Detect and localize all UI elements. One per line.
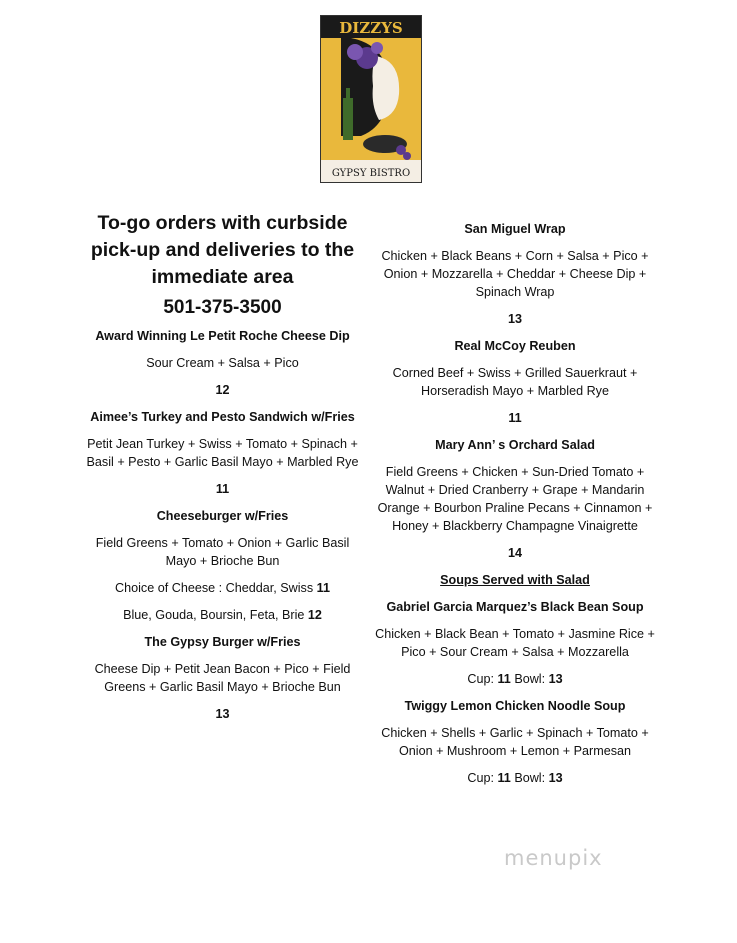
option-price: 11	[316, 581, 330, 595]
item-price: 12	[215, 383, 230, 397]
item-description: Field Greens + Chicken + Sun-Dried Tomato + Walnut + Dried Cranberry + Grape + Mandarin Orange + Bourbon Praline Pecans + Cinnamon + Honey + Blackberry Champagne Vinaigrette	[377, 465, 653, 533]
bowl-price: 13	[548, 771, 563, 785]
item-price: 11	[215, 482, 230, 496]
logo-illustration	[321, 16, 421, 182]
bowl-label: Bowl:	[514, 771, 546, 785]
item-title: Award Winning Le Petit Roche Cheese Dip	[95, 329, 350, 343]
soup-description: Chicken + Shells + Garlic + Spinach + Tomato + Onion + Mushroom + Lemon + Parmesan	[381, 726, 649, 758]
cup-price: 11	[497, 672, 511, 686]
restaurant-logo	[320, 15, 422, 183]
item-title: Cheeseburger w/Fries	[156, 509, 289, 523]
item-title: Aimee’s Turkey and Pesto Sandwich w/Fries	[90, 410, 355, 424]
soup-prices	[372, 670, 658, 688]
item-description: Cheese Dip + Petit Jean Bacon + Pico + Field Greens + Garlic Basil Mayo + Brioche Bun	[94, 662, 351, 694]
soups-heading: Soups Served with Salad	[440, 573, 590, 587]
item-description: Chicken + Black Beans + Corn + Salsa + Pico + Onion + Mozzarella + Cheddar + Cheese Dip + Spinach Wrap	[381, 249, 649, 299]
headline: To-go orders with curbside pick-up and deliveries to the immediate area	[90, 212, 355, 288]
soup-description: Chicken + Black Bean + Tomato + Jasmine Rice + Pico + Sour Cream + Salsa + Mozzarella	[375, 627, 655, 659]
logo-top-text: DIZZYS	[339, 19, 403, 37]
cup-price: 11	[497, 771, 511, 785]
item-price: 13	[507, 312, 522, 326]
cheese-option-premium	[85, 606, 360, 624]
right-column	[372, 220, 658, 796]
item-description: Corned Beef + Swiss + Grilled Sauerkraut + Horseradish Mayo + Marbled Rye	[392, 366, 638, 398]
item-description: Petit Jean Turkey + Swiss + Tomato + Spinach + Basil + Pesto + Garlic Basil Mayo + Marbled Rye	[86, 437, 359, 469]
bowl-label: Bowl:	[514, 672, 546, 686]
item-price: 14	[507, 546, 522, 560]
soup-title: Twiggy Lemon Chicken Noodle Soup	[404, 699, 626, 713]
item-price: 13	[215, 707, 230, 721]
left-column	[85, 210, 360, 732]
item-description: Field Greens + Tomato + Onion + Garlic Basil Mayo + Brioche Bun	[95, 536, 350, 568]
soup-prices	[372, 769, 658, 787]
soup-title: Gabriel Garcia Marquez’s Black Bean Soup	[386, 600, 644, 614]
bowl-price: 13	[548, 672, 563, 686]
item-description: Sour Cream + Salsa + Pico	[146, 356, 299, 370]
item-title: Mary Ann’ s Orchard Salad	[435, 438, 595, 452]
cheese-option-standard	[85, 579, 360, 597]
watermark: menupix	[504, 846, 603, 870]
phone-number: 501-375-3500	[163, 297, 282, 318]
item-title: San Miguel Wrap	[464, 222, 566, 236]
item-title: The Gypsy Burger w/Fries	[144, 635, 301, 649]
item-title: Real McCoy Reuben	[454, 339, 576, 353]
item-price: 11	[508, 411, 522, 425]
option-text: Blue, Gouda, Boursin, Feta, Brie	[123, 608, 305, 622]
option-text: Choice of Cheese : Cheddar, Swiss	[115, 581, 314, 595]
cup-label: Cup:	[467, 672, 494, 686]
cup-label: Cup:	[467, 771, 494, 785]
option-price: 12	[307, 608, 322, 622]
logo-bottom-text: GYPSY BISTRO	[331, 168, 411, 179]
